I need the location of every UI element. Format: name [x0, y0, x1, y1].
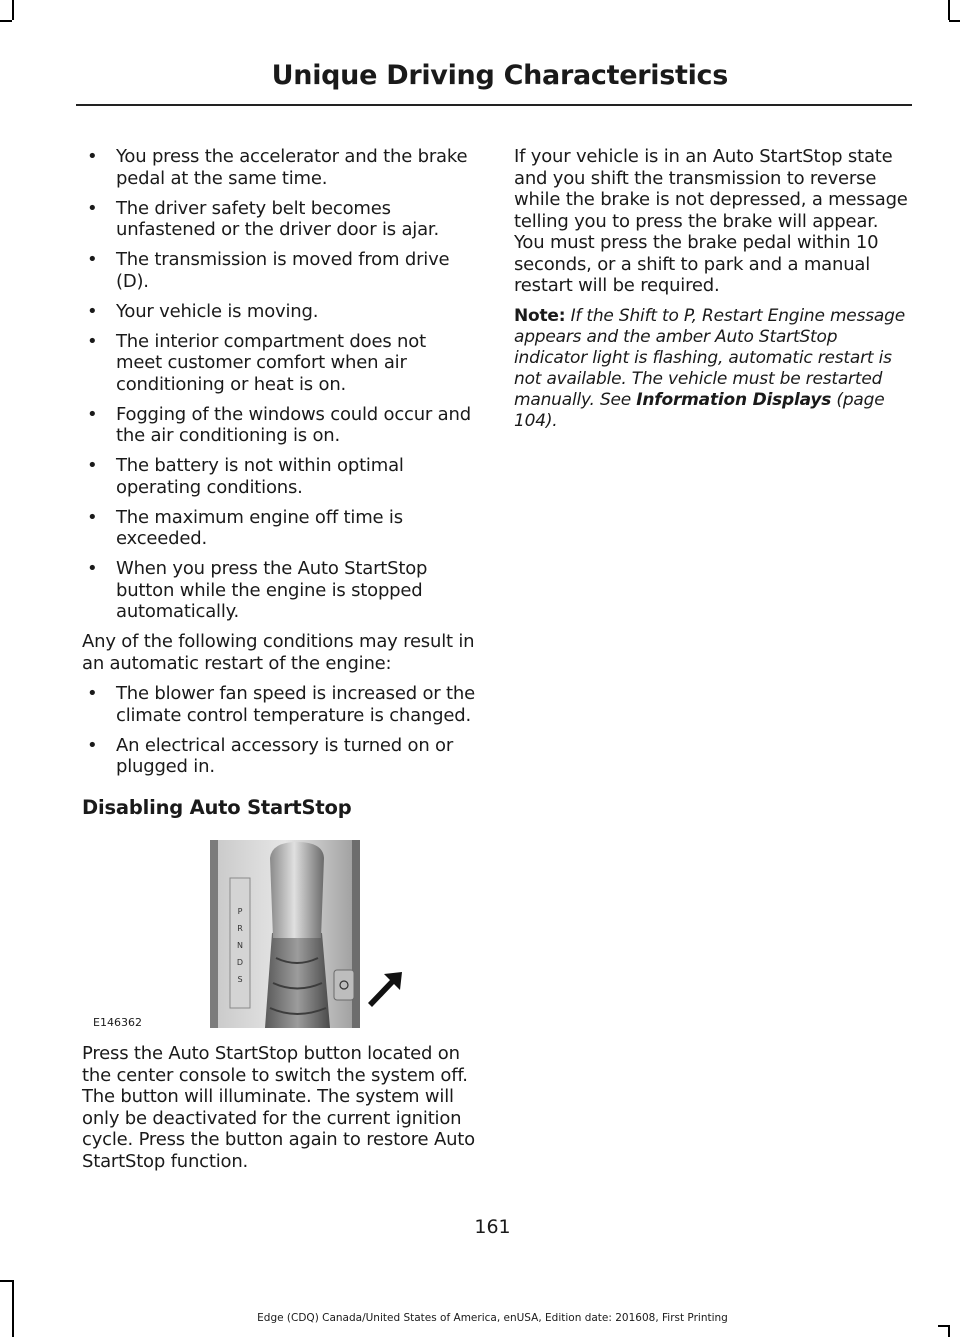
bullet-icon: •: [87, 249, 98, 270]
header-rule: [76, 104, 912, 106]
figure-code: E146362: [93, 1016, 142, 1029]
bullet-icon: •: [87, 197, 98, 219]
crop-mark: [0, 20, 12, 22]
left-column: [82, 146, 476, 819]
svg-text:R: R: [237, 924, 243, 933]
bullet-icon: •: [87, 558, 98, 579]
list-item: • You press the accelerator and the brake pedal at the same time.: [87, 146, 468, 189]
crop-mark: [12, 0, 14, 20]
bullet-icon: •: [87, 403, 98, 425]
list-item: • The interior compartment does not meet customer comfort when air conditioning or heat is on.: [87, 330, 426, 395]
list-item: • The battery is not within optimal operating conditions.: [87, 455, 404, 498]
bullet-icon: •: [87, 506, 98, 528]
bullet-icon: •: [87, 300, 98, 322]
svg-text:N: N: [237, 941, 243, 950]
page-header-title: Unique Driving Characteristics: [271, 60, 728, 91]
svg-text:S: S: [237, 975, 243, 984]
list-item: • The maximum engine off time is exceeded.: [87, 506, 403, 549]
bullet-icon: •: [87, 146, 98, 167]
list-item: • Your vehicle is moving.: [87, 300, 319, 322]
bullet-icon: •: [87, 330, 98, 352]
gear-shifter-illustration: [90, 838, 410, 1033]
crop-mark: [948, 1325, 950, 1337]
crop-mark: [948, 0, 950, 20]
section-heading: Disabling Auto StartStop: [82, 795, 352, 819]
list-item: • The blower fan speed is increased or the climate control temperature is changed.: [87, 683, 475, 726]
restart-intro-paragraph: Any of the following conditions may result in an automatic restart of the engine:: [82, 631, 475, 674]
conditions-list: [82, 146, 476, 623]
note-text: If the Shift to P, Restart Engine message appears and the amber Auto StartStop indicator light is flashing, automatic restart is not available. The vehicle must be restarted manually. See: [514, 305, 905, 410]
note-label: Note:: [514, 305, 566, 326]
page-footer: Edge (CDQ) Canada/United States of America, enUSA, Edition date: 201608, First Printing: [257, 1312, 728, 1324]
list-item: • When you press the Auto StartStop button while the engine is stopped automatically.: [87, 558, 428, 622]
page-number: 161: [474, 1216, 511, 1238]
gear-knob: [270, 842, 324, 938]
crop-mark: [12, 1280, 14, 1337]
auto-startstop-button: [334, 970, 354, 1000]
disable-paragraph: Press the Auto StartStop button located on the center console to switch the system off. The button will illuminate. The system will only be deactivated for the current ignition cycle. Press the button again to restore Auto StartStop function.: [82, 1043, 475, 1172]
bullet-icon: •: [87, 455, 98, 476]
restart-conditions-list: [82, 683, 476, 778]
reverse-shift-paragraph: If your vehicle is in an Auto StartStop state and you shift the transmission to reverse while the brake is not depressed, a message telling you to press the brake will appear. You must press the brake pedal within 10 seconds, or a shift to park and a manual restart will be required.: [514, 146, 908, 296]
list-item: • An electrical accessory is turned on or plugged in.: [87, 734, 454, 777]
disable-paragraph-block: [82, 1043, 478, 1181]
svg-text:P: P: [237, 907, 243, 916]
crop-mark: [938, 1325, 948, 1327]
list-item: • The driver safety belt becomes unfastened or the driver door is ajar.: [87, 197, 440, 240]
right-column: [514, 146, 910, 432]
note-block: [514, 306, 910, 432]
cross-reference-page: (page 104).: [514, 389, 885, 431]
list-item: • The transmission is moved from drive (D).: [87, 249, 450, 292]
console-illustration: [90, 838, 410, 1033]
svg-text:D: D: [236, 958, 244, 967]
bullet-icon: •: [87, 734, 98, 756]
crop-mark: [949, 20, 960, 22]
arrow-icon: [368, 972, 402, 1007]
list-item: • Fogging of the windows could occur and the air conditioning is on.: [87, 403, 471, 446]
cross-reference-link[interactable]: Information Displays: [636, 389, 832, 410]
crop-mark: [0, 1280, 12, 1282]
bullet-icon: •: [87, 683, 98, 704]
